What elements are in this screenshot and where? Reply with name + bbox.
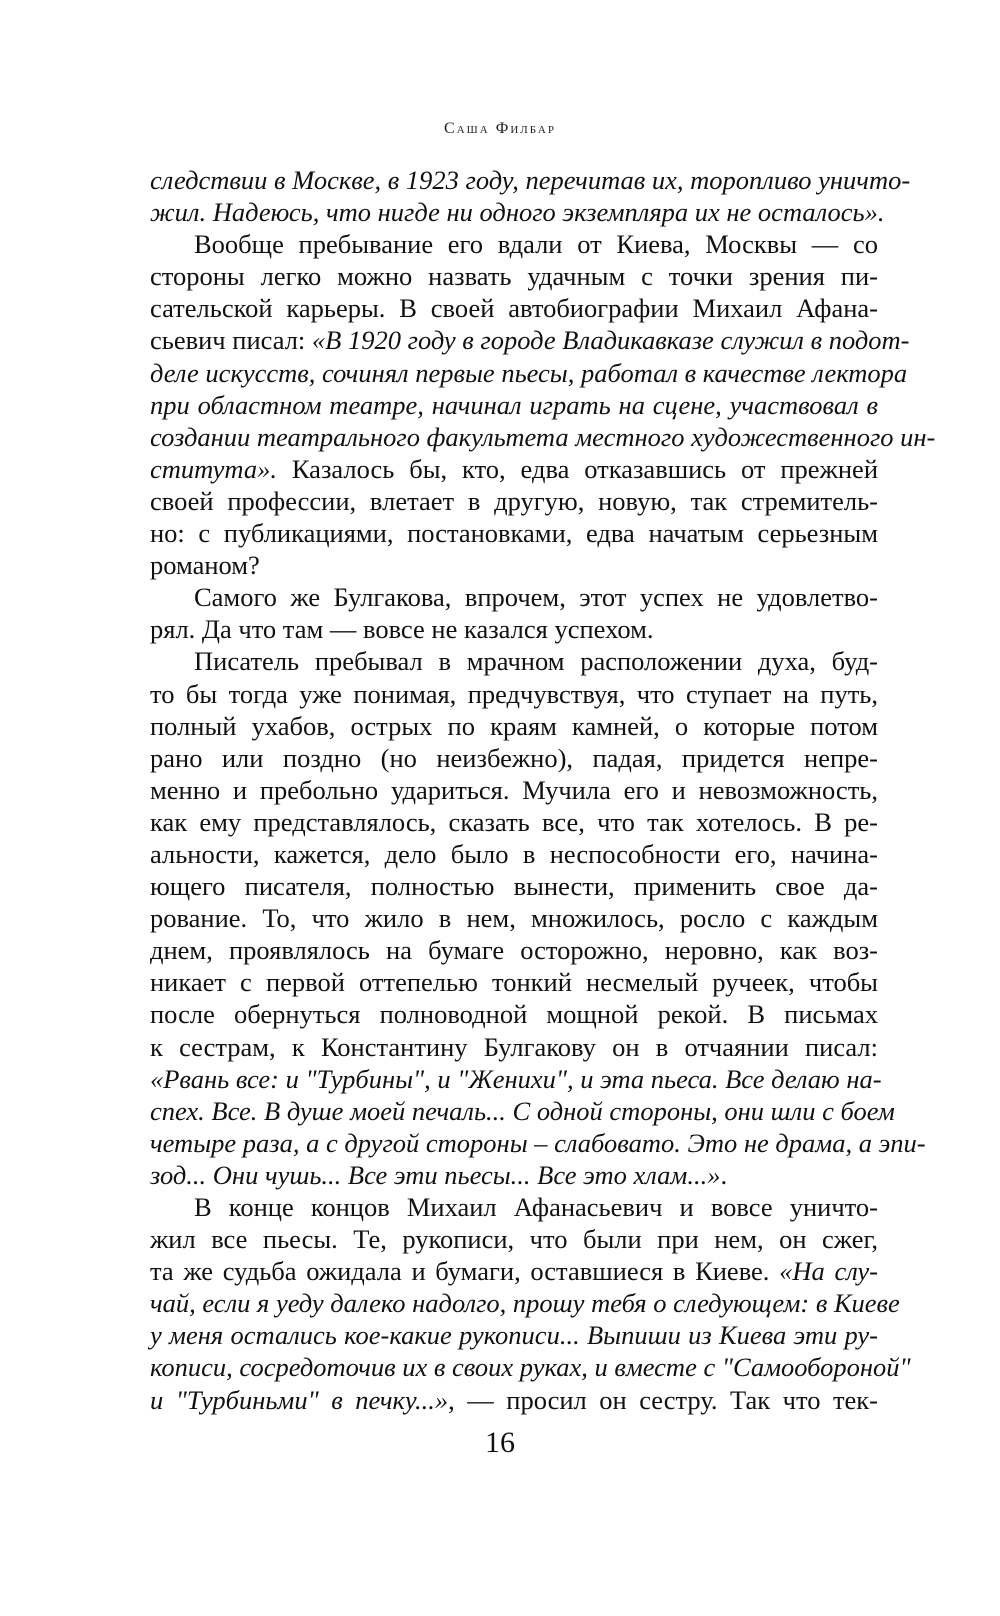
text-line-segment: «В 1920 году в городе Владикавказе служил в подот- <box>311 325 910 356</box>
text-line <box>150 742 878 774</box>
text-line <box>150 1287 900 1319</box>
text-line-segment: Самого же Булгакова, впрочем, этот успех не удовлетво- <box>194 582 878 613</box>
text-line <box>150 966 878 998</box>
text-line <box>150 1031 878 1063</box>
text-line <box>150 774 878 806</box>
text-line <box>150 1223 878 1255</box>
text-line-segment: то бы тогда уже понимая, предчувствуя, что ступает на путь, <box>150 678 878 709</box>
text-line-segment: жил. Надеюсь, что нигде ни одного экземпляра их не осталось». <box>150 197 885 228</box>
text-line-segment: кописи, сосредоточив их в своих руках, и вместе с "Самообороной" <box>150 1352 911 1383</box>
text-line <box>150 1127 926 1159</box>
text-line-segment: Писатель пребывал в мрачном расположении духа, буд- <box>194 646 878 677</box>
text-line <box>150 613 878 645</box>
text-line-segment: создании театрального факультета местного художественного ин- <box>150 421 936 452</box>
text-line <box>150 998 878 1030</box>
text-line <box>150 1095 895 1127</box>
text-line <box>150 678 878 710</box>
text-line-segment: четыре раза, а с другой стороны – слабовато. Это не драма, а эпи- <box>150 1127 926 1158</box>
text-line <box>150 389 878 421</box>
text-line <box>150 549 878 581</box>
text-line-segment: «Рвань все: и "Турбины", и "Женихи", и эта пьеса. Все делаю на- <box>150 1063 882 1094</box>
text-line <box>150 1319 878 1351</box>
text-line-segment: ющего писателя, полностью вынести, применить свое да- <box>150 871 878 902</box>
text-line <box>150 196 885 228</box>
text-line <box>150 1191 878 1223</box>
text-line <box>150 1159 878 1191</box>
text-line-segment: , — просил он сестру. Так что тек- <box>448 1384 878 1415</box>
text-line <box>150 421 936 453</box>
text-line-segment: как ему представлялось, сказать все, что так хотелось. В ре- <box>150 806 878 837</box>
text-line <box>150 838 878 870</box>
text-line-segment: стороны легко можно назвать удачным с точки зрения пи- <box>150 261 878 292</box>
text-line-segment: чай, если я уеду далеко надолго, прошу тебя о следующем: в Киеве <box>150 1288 900 1319</box>
text-line-segment: следствии в Москве, в 1923 году, перечитав их, торопливо уничто- <box>150 165 911 195</box>
text-line <box>150 292 878 324</box>
text-line <box>150 581 878 613</box>
text-line <box>150 1384 878 1416</box>
text-line-segment: к сестрам, к Константину Булгакову он в отчаянии писал: <box>150 1031 878 1062</box>
text-line-segment: спех. Все. В душе моей печаль... С одной стороны, они шли с боем <box>150 1095 895 1126</box>
text-line-segment: при областном театре, начинал играть на сцене, участвовал в <box>150 389 878 420</box>
text-line-segment: менно и пребольно удариться. Мучила его и невозможность, <box>150 774 878 805</box>
text-line <box>150 260 878 292</box>
text-line <box>150 870 878 902</box>
text-line <box>150 164 911 196</box>
text-line-segment: Казалось бы, кто, едва отказавшись от прежней <box>276 453 878 484</box>
text-line-segment: рано или поздно (но неизбежно), падая, придется непре- <box>150 742 878 773</box>
text-line-segment: сьевич писал: <box>150 325 312 356</box>
text-line-segment: днем, проявлялось на бумаге осторожно, неровно, как воз- <box>150 935 878 966</box>
text-line <box>150 357 908 389</box>
text-line-segment: и "Турбиньми" в печку...» <box>150 1384 449 1415</box>
text-line-segment: но: с публикациями, постановками, едва начатым серьезным <box>150 518 878 549</box>
body-text <box>150 164 936 1416</box>
text-line <box>150 453 878 485</box>
text-line <box>150 934 878 966</box>
text-line <box>150 485 878 517</box>
text-line-segment: рял. Да что там — вовсе не казался успехом. <box>150 614 654 645</box>
text-line-segment: своей профессии, влетает в другую, новую, так стремитель- <box>150 485 878 516</box>
text-line-segment: рование. То, что жило в нем, множилось, росло с каждым <box>150 903 878 934</box>
text-line <box>150 710 878 742</box>
text-line-segment: В конце концов Михаил Афанасьевич и вовсе уничто- <box>194 1192 878 1222</box>
running-head: Саша Филбар <box>444 120 556 137</box>
text-line <box>150 1351 911 1383</box>
text-line-segment: деле искусств, сочинял первые пьесы, работал в качестве лектора <box>150 357 908 388</box>
text-line-segment: после обернуться полноводной мощной рекой. В письмах <box>150 999 878 1030</box>
text-line-segment: Вообще пребывание его вдали от Киева, Москвы — со <box>194 229 878 260</box>
text-line <box>150 1255 878 1287</box>
page-number: 16 <box>485 1426 515 1459</box>
text-line-segment: романом? <box>150 550 260 581</box>
text-line-segment: . <box>720 1159 728 1190</box>
text-line-segment: никает с первой оттепелью тонкий несмелый ручеек, чтобы <box>150 967 878 998</box>
text-line-segment: у меня остались кое-какие рукописи... Выпиши из Киева эти ру- <box>150 1320 878 1351</box>
text-line-segment: «На слу- <box>779 1256 878 1287</box>
text-line <box>150 902 878 934</box>
text-line-segment: сательской карьеры. В своей автобиографии Михаил Афана- <box>150 293 878 324</box>
text-line <box>150 1063 882 1095</box>
text-line-segment: альности, кажется, дело было в неспособности его, начина- <box>150 838 878 869</box>
text-line <box>150 324 910 356</box>
text-line-segment: жил все пьесы. Те, рукописи, что были при нем, он сжег, <box>150 1224 878 1255</box>
text-line <box>150 806 878 838</box>
text-line <box>150 645 878 677</box>
text-line <box>150 228 878 260</box>
text-line-segment: полный ухабов, острых по краям камней, о которые потом <box>150 710 878 741</box>
text-line-segment: та же судьба ожидала и бумаги, оставшиеся в Киеве. <box>150 1256 780 1287</box>
text-line-segment: зод... Они чушь... Все эти пьесы... Все это хлам...» <box>150 1159 721 1190</box>
text-line-segment: ститута». <box>150 453 277 484</box>
text-line <box>150 517 878 549</box>
